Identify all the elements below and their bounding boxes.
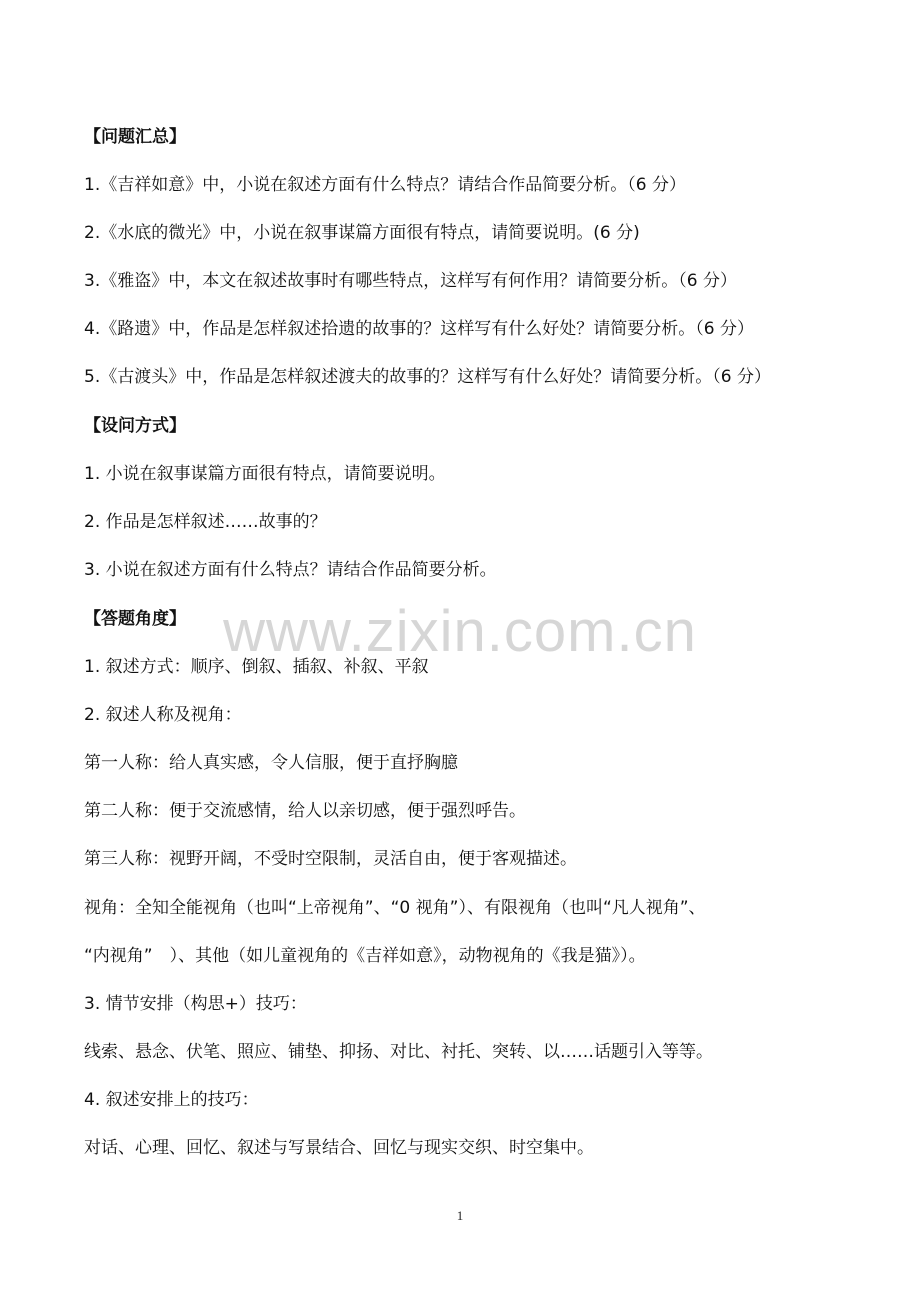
answer-angle-line-4: 第二人称：便于交流感情，给人以亲切感，便于强烈呼告。 <box>84 801 526 821</box>
answer-angle-line-2: 2. 叙述人称及视角： <box>84 705 242 725</box>
question-item-4: 4.《路遗》中，作品是怎样叙述拾遗的故事的？这样写有什么好处？请简要分析。（6 分） <box>84 319 754 339</box>
question-item-2: 2.《水底的微光》中，小说在叙事谋篇方面很有特点，请简要说明。(6 分) <box>84 223 640 243</box>
answer-angle-line-6: 视角：全知全能视角（也叫“上帝视角”、“0 视角”）、有限视角（也叫“凡人视角”、 <box>84 898 706 918</box>
answer-angle-line-10: 4. 叙述安排上的技巧： <box>84 1090 259 1110</box>
answer-angle-line-11: 对话、心理、回忆、叙述与写景结合、回忆与现实交织、时空集中。 <box>84 1138 594 1158</box>
question-style-item-1: 1. 小说在叙事谋篇方面很有特点，请简要说明。 <box>84 464 446 484</box>
question-style-item-2: 2. 作品是怎样叙述……故事的？ <box>84 512 327 532</box>
answer-angle-line-7: “内视角” ）、其他（如儿童视角的《吉祥如意》，动物视角的《我是猫》）。 <box>84 946 646 966</box>
question-style-item-3: 3. 小说在叙述方面有什么特点？请结合作品简要分析。 <box>84 560 497 580</box>
answer-angle-line-8: 3. 情节安排（构思+）技巧： <box>84 994 307 1014</box>
questions-heading: 【问题汇总】 <box>84 127 186 147</box>
question-styles-heading: 【设问方式】 <box>84 416 186 436</box>
answer-angles-heading: 【答题角度】 <box>84 609 186 629</box>
answer-angle-line-1: 1. 叙述方式：顺序、倒叙、插叙、补叙、平叙 <box>84 657 429 677</box>
answer-angle-line-3: 第一人称：给人真实感，令人信服，便于直抒胸臆 <box>84 753 458 773</box>
answer-angle-line-9: 线索、悬念、伏笔、照应、铺垫、抑扬、对比、衬托、突转、以……话题引入等等。 <box>84 1042 713 1062</box>
question-item-5: 5.《古渡头》中，作品是怎样叙述渡夫的故事的？这样写有什么好处？请简要分析。（6 分） <box>84 367 771 387</box>
page-number: 1 <box>456 1208 464 1223</box>
question-item-3: 3.《雅盗》中，本文在叙述故事时有哪些特点，这样写有何作用？请简要分析。（6 分） <box>84 271 737 291</box>
watermark: www.zixin.com.cn <box>223 599 697 664</box>
answer-angle-line-5: 第三人称：视野开阔，不受时空限制，灵活自由，便于客观描述。 <box>84 849 577 869</box>
question-item-1: 1.《吉祥如意》中，小说在叙述方面有什么特点？请结合作品简要分析。（6 分） <box>84 175 686 195</box>
